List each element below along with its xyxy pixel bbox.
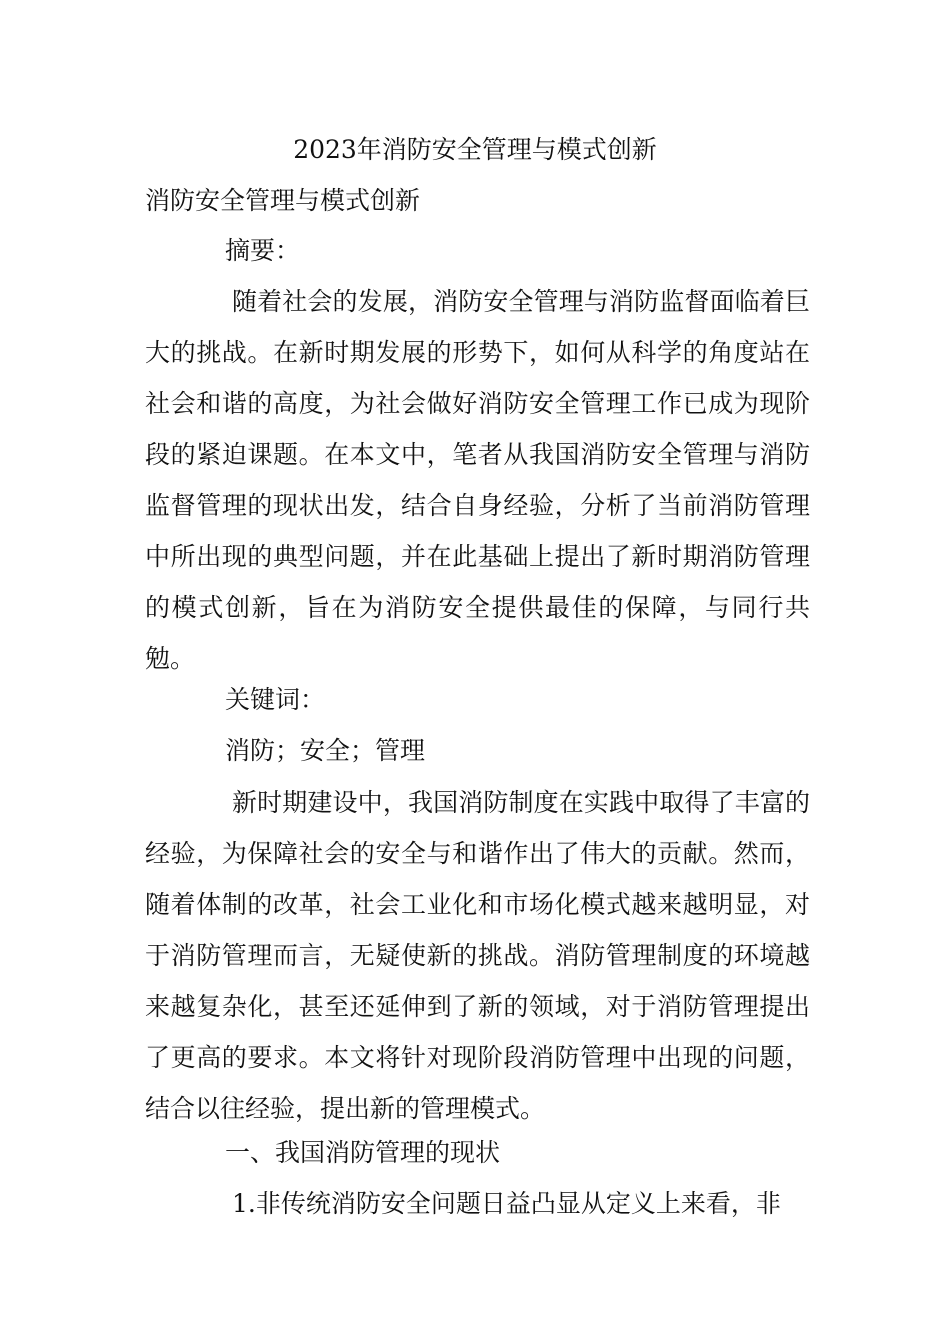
document-subtitle: 消防安全管理与模式创新	[145, 186, 421, 215]
keywords-label: 关键词：	[225, 685, 326, 714]
intro-paragraph: 新时期建设中，我国消防制度在实践中取得了丰富的经验，为保障社会的安全与和谐作出了伟大的贡献。然而，随着体制的改革，社会工业化和市场化模式越来越明显，对于消防管理而言，无疑使新的挑战。消防管理制度的环境越来越复杂化，甚至还延伸到了新的领域，对于消防管理提出了更高的要求。本文将针对现阶段消防管理中出现的问题，结合以往经验，提出新的管理模式。	[145, 788, 810, 1123]
abstract-paragraph: 随着社会的发展，消防安全管理与消防监督面临着巨大的挑战。在新时期发展的形势下，如何从科学的角度站在社会和谐的高度，为社会做好消防安全管理工作已成为现阶段的紧迫课题。在本文中，笔者从我国消防安全管理与消防监督管理的现状出发，结合自身经验，分析了当前消防管理中所出现的典型问题，并在此基础上提出了新时期消防管理的模式创新，旨在为消防安全提供最佳的保障，与同行共勉。	[145, 287, 810, 673]
document-title: 2023年消防安全管理与模式创新	[293, 135, 657, 164]
abstract-label: 摘要：	[225, 236, 301, 265]
section-item: 1.非传统消防安全问题日益凸显从定义上来看，非	[232, 1189, 781, 1218]
section-heading: 一、我国消防管理的现状	[225, 1138, 501, 1167]
keywords-value: 消防；安全；管理	[225, 736, 426, 765]
